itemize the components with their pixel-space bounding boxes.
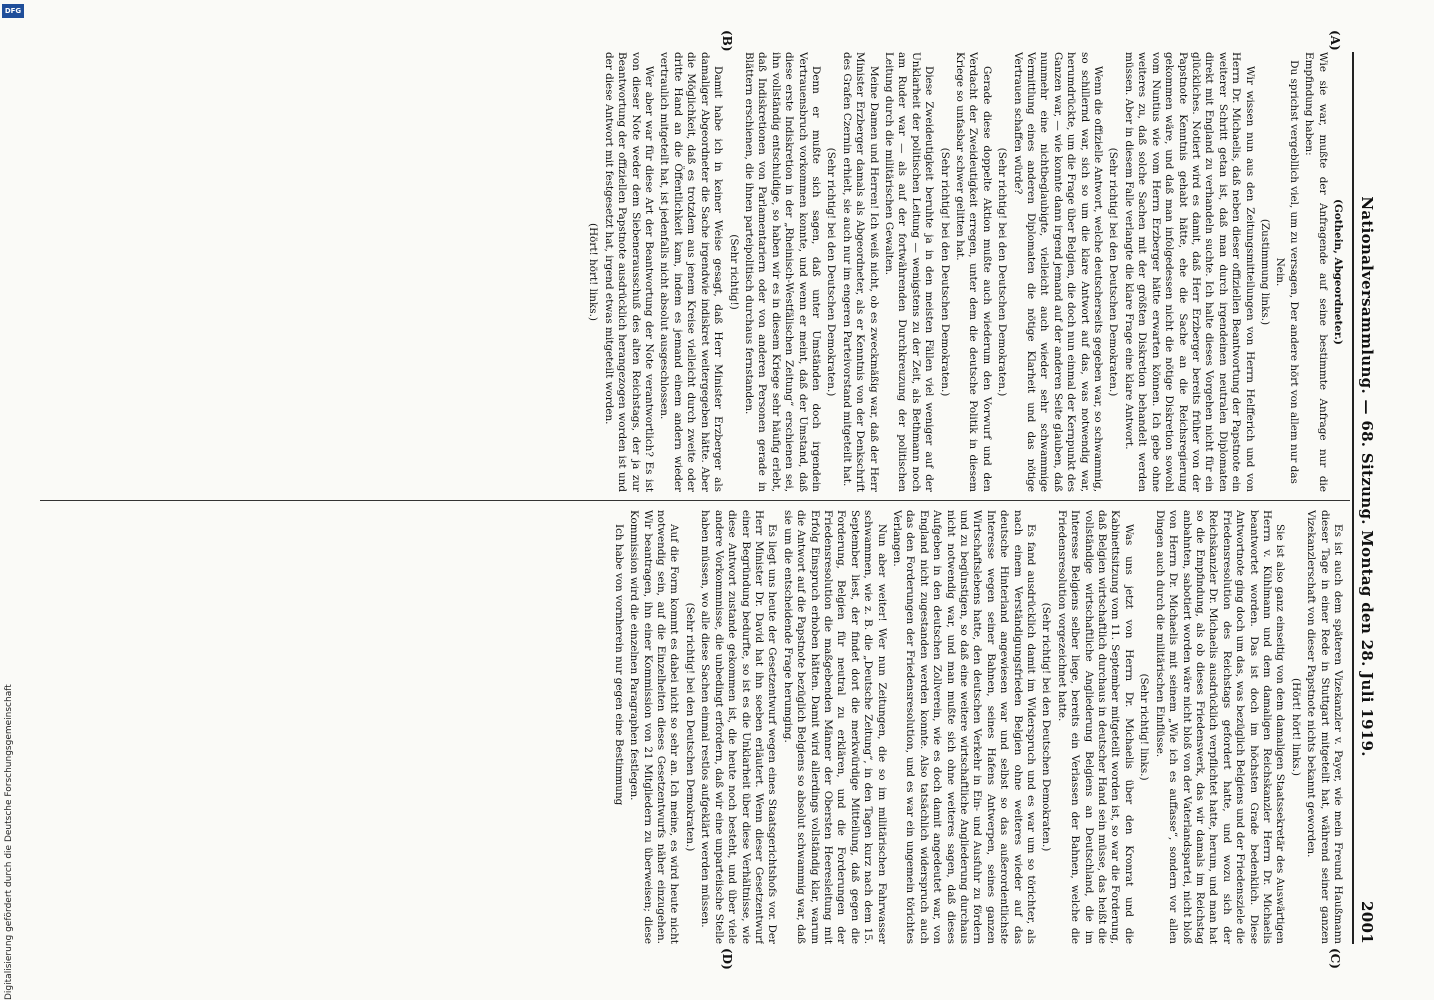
paragraph: Wer aber war für diese Art der Beantwortung der Note verantwortlich? Es ist von dieser Note weder dem Siebenerausschuß des alten Reichstags, der ja zur Beantwortung der offiziellen Papstnote ausdrücklich herangezogen worden ist und der diese Antwort mit festgesetzt hat, irgend etwas mitgeteilt worden. <box>602 52 656 492</box>
paragraph: Auf die Form kommt es dabei nicht so sehr an. Ich meine, es wird heute nicht notwendig sein, auf die Einzelheiten dieses Gesetzentwurfs näher einzugehen. Wir beantragen, ihn einer Kommission von 21 Mitgliedern zu überweisen; diese Kommission wird die einzelnen Paragraphen festlegen. <box>628 510 681 944</box>
page-header <box>1358 52 1388 944</box>
paragraph: Wie sie war, mußte der Anfragende auf seine bestimmte Anfrage nur die Empfindung haben: <box>1303 52 1329 492</box>
paragraph: Sie ist also ganz einseitig von dem damaligen Staatssekretär des Auswärtigen Herrn v. Kühlmann und dem damaligen Reichskanzler Herrn Dr. Michaelis beantwortet worden. Das ist doch im höchsten Grade bedenklich. Diese Antwortnote ging doch um das, was bezüglich Belgiens und der Friedensziele die Friedensresolution des Reichstags gefordert hatte, und wozu sich der Reichskanzler Dr. Michaelis ausdrücklich verpflichtet hatte, herum, und man hat so die Empfindung, als ob dieses Friedenswerk, das wir damals im Reichstag anbahnten, sabotiert worden wäre nicht bloß von der Vaterlandspartei, nicht bloß von Herrn Dr. Michaelis mit seinem „Wie ich es auffasse“, sondern vor allen Dingen auch durch die militärischen Einflüsse. <box>1153 510 1287 944</box>
paragraph: (Gothein, Abgeordneter.) <box>1332 199 1344 345</box>
paragraph: Damit habe ich in keiner Weise gesagt, daß Herr Minister Erzberger als damaliger Abgeordneter die Sache irgendwie indiskret weitergegeben hätte. Aber die Möglichkeit, daß es trotzdem aus jenem Kreise vielleicht durch zweite oder dritte Hand an die Öffentlichkeit kam, indem es jemand einem andern wieder vertraulich mitgeteilt hat, ist jedenfalls nicht absolut ausgeschlossen. <box>658 52 725 492</box>
paragraph: (Sehr richtig! bei den Deutschen Demokraten.) <box>938 147 951 397</box>
paragraph: Wir wissen nun aus den Zeitungsmitteilungen von Herrn Helfferich und von Herrn Dr. Michaelis, daß neben dieser offiziellen Beantwortung der Papstnote ein weiterer Schritt getan ist, daß man durch irgendeinen neutralen Diplomaten direkt mit England zu verhandeln suchte. Ich halte dieses Vorgehen nicht für ein glückliches. Notiert wird es damit, daß Herr Erzberger bereits früher von der Papstnote Kenntnis gehabt hätte, ehe die Sache an die Reichsregierung gekommen wäre, und daß man infolgedessen nicht die nötige Diskretion sowohl vom Nuntius wie vom Herrn Erzberger hätte erwarten können. Ich gebe ohne weiteres zu, daß solche Sachen mit der größten Diskretion behandelt werden müssen. Aber in diesem Falle verlangte die klare Frage eine klare Antwort. <box>1122 52 1256 492</box>
paragraph: Es fand ausdrücklich damit im Widerspruch und es war um so törichter, als nach einem Verständigungsfrieden Belgien ohne weiteres wieder auf das deutsche Hinterland angewiesen war und selbst so das außerordentlichste Interesse wegen seiner Bahnen, seines Hafens Antwerpen, seines ganzen Wirtschaftslebens hatte, den deutschen Verkehr in Ein- und Ausfuhr zu fördern und zu begünstigen, so daß eine weitere wirtschaftliche Angliederung durchaus nicht notwendig war, und man mußte sich ohne weiteres sagen, daß dieses Aufgeben in den deutschen Zollverein, wie es doch damit angedeutet war, von England nicht zugestanden werden konnte. Also tatsächlich widerspruch auch das den Forderungen der Friedensresolution, und es war ein ungemein törichtes Verlangen. <box>891 510 1038 944</box>
header-rule <box>1352 52 1354 944</box>
left-column <box>40 52 1344 492</box>
paragraph: (Sehr richtig! bei den Deutschen Demokraten.) <box>1040 602 1053 852</box>
paragraph: Was uns jetzt von Herrn Dr. Michaelis über den Kronrat und die Kabinettsitzung vom 11. September mitgeteilt worden ist, so war die Forderung, daß Belgien wirtschaftlich durchaus in deutscher Hand sein müsse, das heißt die vollständige wirtschaftliche Angliederung Belgiens an Deutschland, die im Interesse Belgiens selber liege, bereits ein Verlassen der Bahnen, welche die Friedensresolution vorgezeichnet hatte. <box>1055 510 1135 944</box>
margin-marker-c: (C) <box>1328 948 1342 969</box>
paragraph: Nun aber weiter! Wer nun Zeitungen, die so im militärischen Fahrwasser schwammen, wie z. B. die „Deutsche Zeitung“, in den Tagen kurz nach dem 15. September liest, der findet dort die merkwürdige Mitteilung, daß gegen die Forderung, Belgien für neutral zu erklären, und die Forderungen der Friedensresolution die maßgebenden Männer der Obersten Heeresleitung mit Erfolg Einspruch erhoben hätten. Damit wird allerdings vollständig klar, warum die Antwort auf die Papstnote bezüglich Belgiens so absolut schwammig war, daß sie um die entscheidende Frage herumging. <box>781 510 888 944</box>
paragraph: Denn er mußte sich sagen, daß unter Umständen doch irgendein Vertrauensbruch vorkommen konnte, und wenn er meint, daß der Umstand, daß diese erste Indiskretion in der „Rheinisch-Westfälischen Zeitung“ erschienen sei, ihn vollständig entschuldige, so haben wir es in diesem Kriege sehr häufig erlebt, daß Indiskretionen von Parlamentariern oder von anderen Personen gerade in Blättern erschienen, die ihnen parteipolitisch durchaus fernstanden. <box>742 52 822 492</box>
paragraph: Es liegt uns heute der Gesetzentwurf wegen eines Staatsgerichtshofs vor. Der Herr Minister Dr. David hat ihn soeben erläutert. Wenn dieser Gesetzentwurf einer Begründung bedurfte, so ist es die Unklarheit über diese Verhältnisse, wie diese Antwort zustande gekommen ist, die heute noch besteht, und über viele andere Vorkommnisse, die unbedingt erfordern, daß wir eine unparteiische Stelle haben müssen, wo alle diese Sachen einmal restlos aufgeklärt werden müssen. <box>699 510 779 944</box>
margin-marker-b: (B) <box>720 30 734 52</box>
paragraph: (Sehr richtig! bei den Deutschen Demokraten.) <box>825 147 838 397</box>
margin-marker-d: (D) <box>720 948 734 970</box>
paragraph: Wenn die offizielle Antwort, welche deutscherseits gegeben war, so schwammig, so schillernd war, sich so um die klare Antwort auf das, was notwendig war, herumdrückte, um die Frage über Belgien, die doch nun einmal der Kernpunkt des Ganzen war, — wie konnte dann irgend jemand auf der anderen Seite glauben, daß nunmehr eine nichtbeglaubigte, vielleicht auch wieder sehr schwammige Vermittlung eines anderen Diplomaten die nötige Klarheit und das nötige Vertrauen schaffen würde? <box>1011 52 1105 492</box>
paragraph: Diese Zweideutigkeit beruhte ja in den meisten Fällen viel weniger auf der Unklarheit der politischen Leitung — wenigstens zu der Zeit, als Bethmann noch am Ruder war — als auf der fortwährenden Durchkreuzung der politischen Leitung durch die militärischen Gewalten. <box>883 52 936 492</box>
paragraph: (Sehr richtig! bei den Deutschen Demokraten.) <box>683 602 696 852</box>
dfg-logo: DFG <box>2 4 24 18</box>
page-number: 2001 <box>1358 901 1376 944</box>
digitization-credit: Digitalisierung gefördert durch die Deutsche Forschungsgemeinschaft <box>4 684 14 1000</box>
right-column <box>40 510 1344 944</box>
paragraph: (Sehr richtig! links.) <box>1138 673 1151 781</box>
header-title: Nationalversammlung. — 68. Sitzung. Montag den 28. Juli 1919. <box>1358 196 1376 757</box>
paragraph: (Sehr richtig! bei den Deutschen Demokraten.) <box>1107 147 1120 397</box>
paragraph: (Hört! hört! links.) <box>587 223 600 321</box>
column-divider <box>40 500 1350 501</box>
paragraph: Ich habe von vornherein nur gegen eine Bestimmung <box>612 524 625 806</box>
paragraph: Du sprichst vergebllich viel, um zu versagen, Der andere hört von allem nur das Nein. <box>1274 60 1300 484</box>
paragraph: (Sehr richtig! bei den Deutschen Demokraten.) <box>996 147 1009 397</box>
paragraph: (Zustimmung links.) <box>1258 218 1271 326</box>
paragraph: Es ist auch dem späteren Vizekanzler v. Payer, wie mein Freund Haußmann dieser Tage in einer Rede in Stuttgart mitgeteilt hat, während seiner ganzen Vizekanzlerschaft von dieser Papstnote nichts bekannt geworden. <box>1305 510 1344 944</box>
margin-marker-a: (A) <box>1328 30 1342 51</box>
paragraph: Gerade diese doppelte Aktion mußte auch wiederum den Vorwurf und den Verdacht der Zweideutigkeit erregen, unter dem die deutsche Politik in diesem Kriege so unfasbar schwer gelitten hat. <box>954 52 993 492</box>
paragraph: (Hört! hört! links.) <box>1289 678 1302 776</box>
paragraph: (Sehr richtig!) <box>727 234 740 310</box>
paragraph: Meine Damen und Herren! Ich weiß nicht, ob es zweckmäßig war, daß der Herr Minister Erzberger damals als Abgeordneter, als er Kenntnis von der Denkschrift des Grafen Czernin erhielt, sie auch nur im engeren Parteivorstand mitgeteilt hat. <box>840 52 880 492</box>
